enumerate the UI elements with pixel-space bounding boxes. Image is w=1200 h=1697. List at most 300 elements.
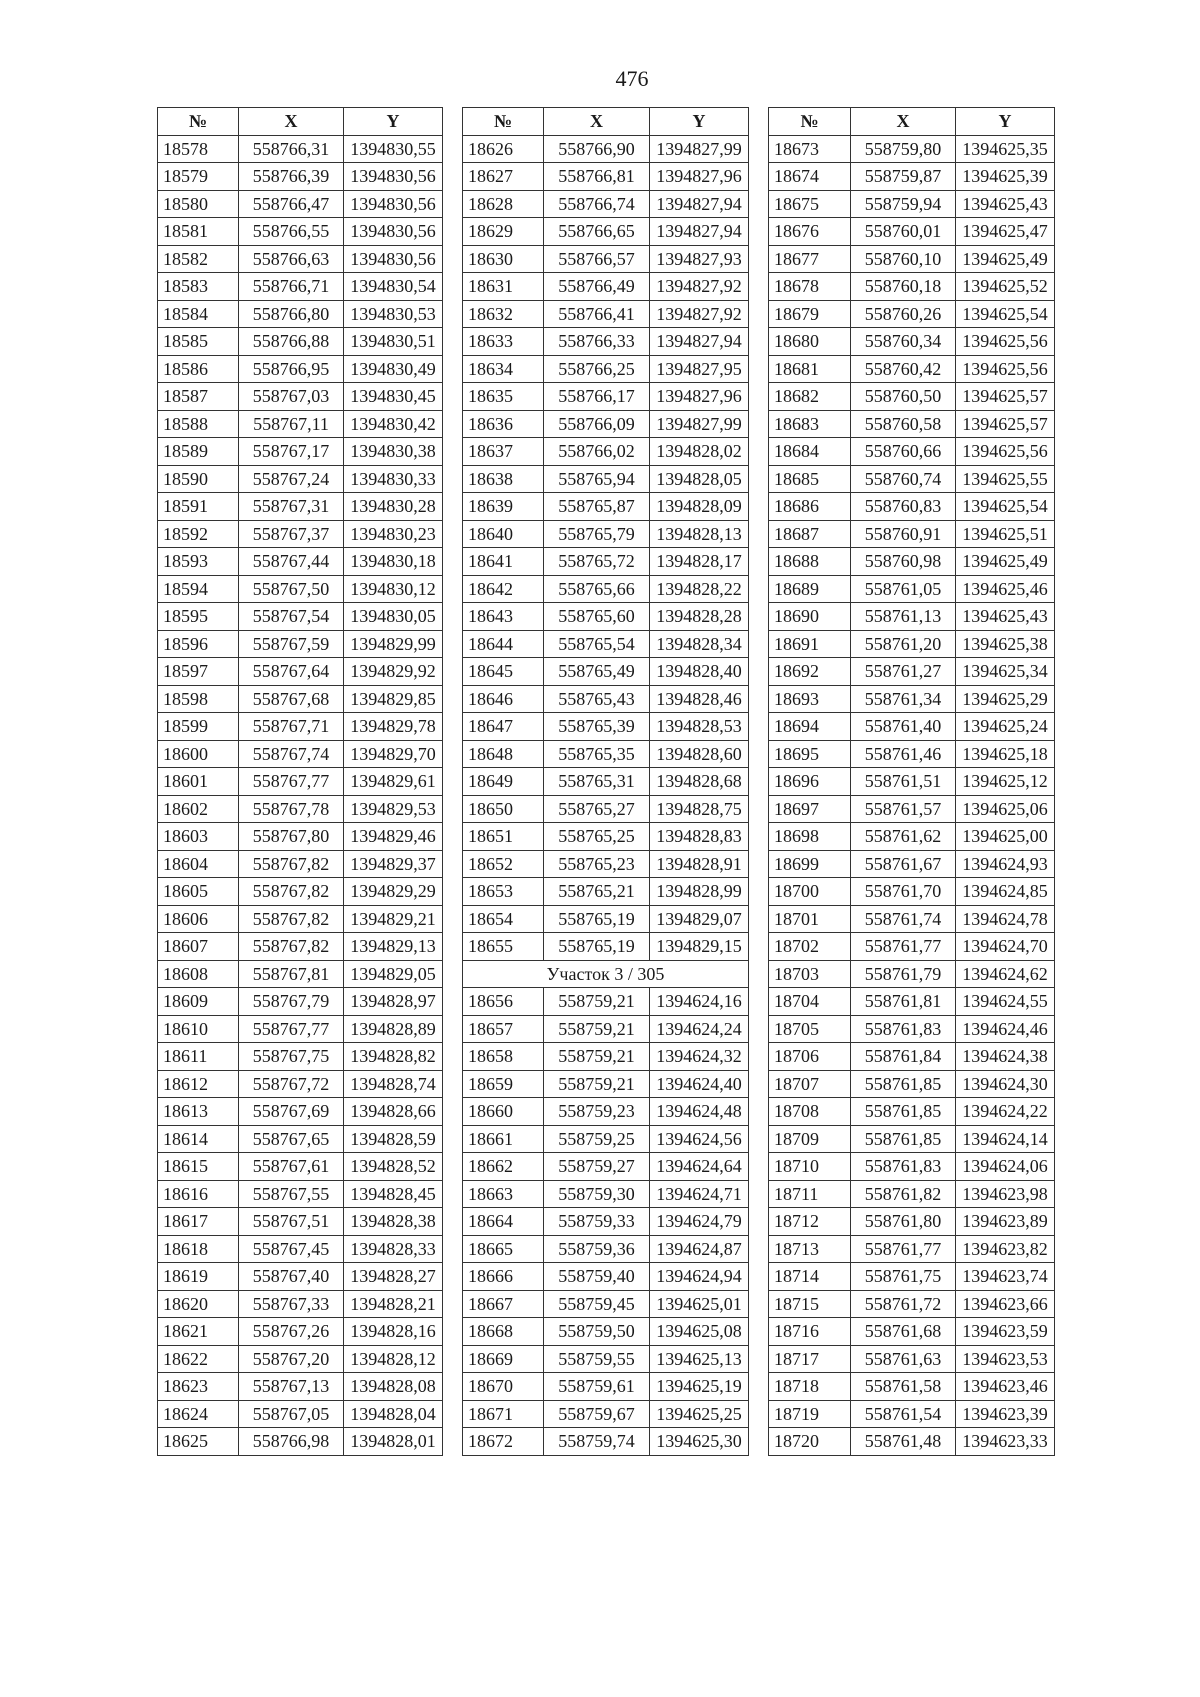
table-row [463,905,749,933]
cell-x: 558767,20 [239,1345,344,1373]
cell-y: 1394624,79 [650,1208,749,1236]
cell-no: 18581 [158,218,239,246]
cell-no: 18594 [158,575,239,603]
cell-no: 18703 [769,960,851,988]
table-row [769,1125,1055,1153]
cell-x: 558765,87 [544,493,650,521]
cell-no: 18638 [463,465,544,493]
table-row [158,1098,443,1126]
cell-no: 18708 [769,1098,851,1126]
cell-no: 18712 [769,1208,851,1236]
cell-x: 558761,54 [851,1400,956,1428]
cell-no: 18579 [158,163,239,191]
cell-x: 558767,68 [239,685,344,713]
table-row [769,1290,1055,1318]
cell-x: 558760,58 [851,410,956,438]
cell-y: 1394624,48 [650,1098,749,1126]
cell-no: 18679 [769,300,851,328]
cell-y: 1394828,13 [650,520,749,548]
cell-y: 1394625,06 [956,795,1055,823]
table-row [463,245,749,273]
table-row [769,190,1055,218]
cell-x: 558761,80 [851,1208,956,1236]
cell-y: 1394828,38 [344,1208,443,1236]
cell-y: 1394828,60 [650,740,749,768]
table-row [463,1125,749,1153]
cell-y: 1394829,37 [344,850,443,878]
cell-no: 18586 [158,355,239,383]
cell-x: 558759,87 [851,163,956,191]
cell-no: 18625 [158,1428,239,1456]
table-row [769,1098,1055,1126]
cell-no: 18590 [158,465,239,493]
cell-y: 1394625,38 [956,630,1055,658]
cell-no: 18635 [463,383,544,411]
cell-x: 558767,54 [239,603,344,631]
cell-x: 558761,83 [851,1015,956,1043]
cell-x: 558767,05 [239,1400,344,1428]
table-row [158,603,443,631]
table-row [158,768,443,796]
cell-no: 18685 [769,465,851,493]
cell-no: 18607 [158,933,239,961]
table-row [769,1345,1055,1373]
cell-no: 18667 [463,1290,544,1318]
table-row [158,493,443,521]
cell-no: 18704 [769,988,851,1016]
coordinates-table [462,107,749,1456]
table-row [769,960,1055,988]
cell-y: 1394827,96 [650,163,749,191]
header-no: № [769,108,851,136]
cell-x: 558766,95 [239,355,344,383]
cell-x: 558767,17 [239,438,344,466]
table-row [769,1153,1055,1181]
cell-no: 18584 [158,300,239,328]
cell-no: 18640 [463,520,544,548]
cell-no: 18707 [769,1070,851,1098]
table-row [158,383,443,411]
cell-x: 558766,88 [239,328,344,356]
header-y: Y [344,108,443,136]
cell-no: 18689 [769,575,851,603]
cell-x: 558766,33 [544,328,650,356]
table-row [158,1318,443,1346]
table-row [769,1015,1055,1043]
cell-x: 558760,74 [851,465,956,493]
cell-y: 1394827,93 [650,245,749,273]
cell-x: 558761,77 [851,933,956,961]
cell-x: 558759,94 [851,190,956,218]
header-no: № [463,108,544,136]
cell-y: 1394829,61 [344,768,443,796]
cell-y: 1394625,56 [956,328,1055,356]
table-row [769,740,1055,768]
header-y: Y [956,108,1055,136]
cell-y: 1394624,56 [650,1125,749,1153]
cell-x: 558759,27 [544,1153,650,1181]
table-row [769,658,1055,686]
cell-y: 1394625,24 [956,713,1055,741]
cell-no: 18645 [463,658,544,686]
cell-y: 1394827,95 [650,355,749,383]
table-row [158,850,443,878]
cell-no: 18693 [769,685,851,713]
cell-x: 558760,10 [851,245,956,273]
table-row [463,1428,749,1456]
cell-y: 1394624,14 [956,1125,1055,1153]
cell-x: 558759,21 [544,1043,650,1071]
table-row [463,548,749,576]
cell-y: 1394624,94 [650,1263,749,1291]
cell-x: 558767,26 [239,1318,344,1346]
cell-x: 558767,45 [239,1235,344,1263]
cell-x: 558761,85 [851,1125,956,1153]
cell-no: 18621 [158,1318,239,1346]
cell-x: 558767,82 [239,905,344,933]
cell-no: 18659 [463,1070,544,1098]
cell-y: 1394828,82 [344,1043,443,1071]
cell-x: 558765,31 [544,768,650,796]
cell-no: 18687 [769,520,851,548]
cell-no: 18652 [463,850,544,878]
cell-x: 558761,20 [851,630,956,658]
table-row [769,630,1055,658]
table-row [158,328,443,356]
table-row [463,1070,749,1098]
cell-y: 1394624,38 [956,1043,1055,1071]
cell-y: 1394625,43 [956,603,1055,631]
cell-y: 1394828,89 [344,1015,443,1043]
cell-y: 1394624,40 [650,1070,749,1098]
cell-no: 18709 [769,1125,851,1153]
table-row [463,1373,749,1401]
cell-no: 18706 [769,1043,851,1071]
table-row [158,1153,443,1181]
cell-y: 1394828,21 [344,1290,443,1318]
table-row [463,273,749,301]
cell-x: 558761,79 [851,960,956,988]
table-row [769,850,1055,878]
table-row [158,163,443,191]
table-row [463,438,749,466]
cell-x: 558767,37 [239,520,344,548]
cell-y: 1394624,87 [650,1235,749,1263]
table-row [463,1235,749,1263]
table-row [158,1235,443,1263]
table-row [463,795,749,823]
cell-no: 18585 [158,328,239,356]
cell-no: 18680 [769,328,851,356]
cell-y: 1394625,12 [956,768,1055,796]
table-row [158,218,443,246]
cell-y: 1394827,92 [650,273,749,301]
cell-y: 1394625,08 [650,1318,749,1346]
table-row [769,1208,1055,1236]
table-row [769,465,1055,493]
cell-y: 1394625,18 [956,740,1055,768]
cell-x: 558761,05 [851,575,956,603]
cell-no: 18684 [769,438,851,466]
cell-no: 18654 [463,905,544,933]
cell-x: 558767,03 [239,383,344,411]
cell-no: 18608 [158,960,239,988]
cell-x: 558766,63 [239,245,344,273]
cell-no: 18614 [158,1125,239,1153]
cell-y: 1394625,19 [650,1373,749,1401]
table-row [463,410,749,438]
cell-no: 18676 [769,218,851,246]
cell-no: 18655 [463,933,544,961]
cell-y: 1394827,96 [650,383,749,411]
table-row [463,878,749,906]
table-row [463,685,749,713]
cell-no: 18613 [158,1098,239,1126]
cell-no: 18627 [463,163,544,191]
cell-x: 558767,51 [239,1208,344,1236]
cell-y: 1394828,45 [344,1180,443,1208]
cell-no: 18672 [463,1428,544,1456]
cell-y: 1394828,04 [344,1400,443,1428]
cell-x: 558759,30 [544,1180,650,1208]
cell-no: 18601 [158,768,239,796]
cell-no: 18624 [158,1400,239,1428]
table-row [463,768,749,796]
table-row [158,1373,443,1401]
cell-y: 1394828,53 [650,713,749,741]
cell-no: 18592 [158,520,239,548]
cell-x: 558766,25 [544,355,650,383]
cell-y: 1394623,46 [956,1373,1055,1401]
cell-no: 18713 [769,1235,851,1263]
cell-x: 558759,45 [544,1290,650,1318]
table-row [463,575,749,603]
cell-x: 558759,36 [544,1235,650,1263]
table-row [463,135,749,163]
cell-no: 18634 [463,355,544,383]
table-row [463,1153,749,1181]
table-row [463,493,749,521]
cell-y: 1394625,54 [956,300,1055,328]
cell-x: 558761,68 [851,1318,956,1346]
cell-no: 18670 [463,1373,544,1401]
table-row [463,603,749,631]
cell-y: 1394828,52 [344,1153,443,1181]
cell-no: 18701 [769,905,851,933]
cell-y: 1394828,34 [650,630,749,658]
cell-x: 558761,40 [851,713,956,741]
table-row [158,960,443,988]
cell-y: 1394828,97 [344,988,443,1016]
table-row [463,300,749,328]
cell-y: 1394624,78 [956,905,1055,933]
cell-x: 558765,94 [544,465,650,493]
cell-x: 558759,33 [544,1208,650,1236]
cell-y: 1394623,89 [956,1208,1055,1236]
table-row [158,575,443,603]
cell-x: 558761,77 [851,1235,956,1263]
cell-x: 558766,55 [239,218,344,246]
table-row [463,713,749,741]
cell-x: 558759,74 [544,1428,650,1456]
cell-x: 558766,17 [544,383,650,411]
cell-y: 1394830,55 [344,135,443,163]
cell-x: 558759,21 [544,1070,650,1098]
cell-no: 18587 [158,383,239,411]
cell-y: 1394830,05 [344,603,443,631]
cell-x: 558760,91 [851,520,956,548]
section-row [463,960,749,988]
table-row [158,1180,443,1208]
cell-no: 18631 [463,273,544,301]
cell-y: 1394625,30 [650,1428,749,1456]
cell-x: 558761,48 [851,1428,956,1456]
table-row [463,1318,749,1346]
cell-no: 18604 [158,850,239,878]
cell-y: 1394625,55 [956,465,1055,493]
cell-y: 1394828,83 [650,823,749,851]
cell-no: 18582 [158,245,239,273]
cell-y: 1394830,45 [344,383,443,411]
cell-y: 1394829,46 [344,823,443,851]
cell-no: 18663 [463,1180,544,1208]
cell-y: 1394828,05 [650,465,749,493]
cell-x: 558765,35 [544,740,650,768]
cell-x: 558767,24 [239,465,344,493]
cell-x: 558759,25 [544,1125,650,1153]
cell-no: 18715 [769,1290,851,1318]
table-row [769,520,1055,548]
cell-y: 1394828,16 [344,1318,443,1346]
cell-no: 18700 [769,878,851,906]
table-row [769,300,1055,328]
cell-no: 18699 [769,850,851,878]
cell-y: 1394827,92 [650,300,749,328]
cell-x: 558765,25 [544,823,650,851]
cell-no: 18633 [463,328,544,356]
cell-x: 558767,74 [239,740,344,768]
cell-no: 18673 [769,135,851,163]
table-row [158,1015,443,1043]
cell-x: 558765,39 [544,713,650,741]
cell-y: 1394624,32 [650,1043,749,1071]
cell-no: 18620 [158,1290,239,1318]
cell-y: 1394624,64 [650,1153,749,1181]
table-row [769,713,1055,741]
cell-x: 558766,65 [544,218,650,246]
cell-x: 558767,61 [239,1153,344,1181]
cell-y: 1394828,17 [650,548,749,576]
cell-x: 558767,13 [239,1373,344,1401]
table-row [769,1180,1055,1208]
table-row [463,1208,749,1236]
table-row [158,1208,443,1236]
cell-x: 558767,77 [239,768,344,796]
cell-x: 558766,71 [239,273,344,301]
cell-no: 18622 [158,1345,239,1373]
cell-no: 18580 [158,190,239,218]
header-x: X [544,108,650,136]
cell-y: 1394828,75 [650,795,749,823]
cell-y: 1394830,12 [344,575,443,603]
cell-no: 18583 [158,273,239,301]
table-row [769,328,1055,356]
table-row [158,190,443,218]
table-header-row [158,108,443,136]
cell-no: 18682 [769,383,851,411]
table-row [158,1428,443,1456]
cell-y: 1394625,49 [956,548,1055,576]
cell-x: 558761,72 [851,1290,956,1318]
table-row [158,795,443,823]
cell-y: 1394828,40 [650,658,749,686]
cell-x: 558759,50 [544,1318,650,1346]
cell-y: 1394624,16 [650,988,749,1016]
cell-y: 1394830,33 [344,465,443,493]
table-row [769,768,1055,796]
cell-x: 558761,82 [851,1180,956,1208]
cell-y: 1394829,85 [344,685,443,713]
cell-x: 558767,44 [239,548,344,576]
cell-no: 18648 [463,740,544,768]
cell-no: 18661 [463,1125,544,1153]
cell-no: 18611 [158,1043,239,1071]
cell-x: 558761,34 [851,685,956,713]
cell-no: 18664 [463,1208,544,1236]
cell-no: 18690 [769,603,851,631]
table-row [158,410,443,438]
cell-no: 18643 [463,603,544,631]
cell-y: 1394625,52 [956,273,1055,301]
cell-no: 18675 [769,190,851,218]
cell-no: 18597 [158,658,239,686]
cell-no: 18711 [769,1180,851,1208]
table-row [158,823,443,851]
table-row [158,273,443,301]
cell-y: 1394624,30 [956,1070,1055,1098]
cell-no: 18686 [769,493,851,521]
cell-x: 558761,13 [851,603,956,631]
table-row [769,218,1055,246]
cell-x: 558760,42 [851,355,956,383]
cell-x: 558766,57 [544,245,650,273]
cell-x: 558766,98 [239,1428,344,1456]
cell-x: 558760,34 [851,328,956,356]
cell-no: 18598 [158,685,239,713]
cell-no: 18692 [769,658,851,686]
cell-y: 1394625,57 [956,383,1055,411]
cell-no: 18662 [463,1153,544,1181]
table-row [463,658,749,686]
cell-x: 558767,33 [239,1290,344,1318]
table-row [158,300,443,328]
table-row [158,438,443,466]
table-row [463,850,749,878]
table-row [769,135,1055,163]
cell-y: 1394829,70 [344,740,443,768]
cell-y: 1394828,91 [650,850,749,878]
cell-y: 1394828,02 [650,438,749,466]
cell-no: 18719 [769,1400,851,1428]
table-row [158,520,443,548]
cell-y: 1394625,01 [650,1290,749,1318]
table-row [463,218,749,246]
table-row [463,328,749,356]
cell-no: 18599 [158,713,239,741]
cell-y: 1394830,51 [344,328,443,356]
cell-y: 1394624,70 [956,933,1055,961]
cell-y: 1394828,27 [344,1263,443,1291]
